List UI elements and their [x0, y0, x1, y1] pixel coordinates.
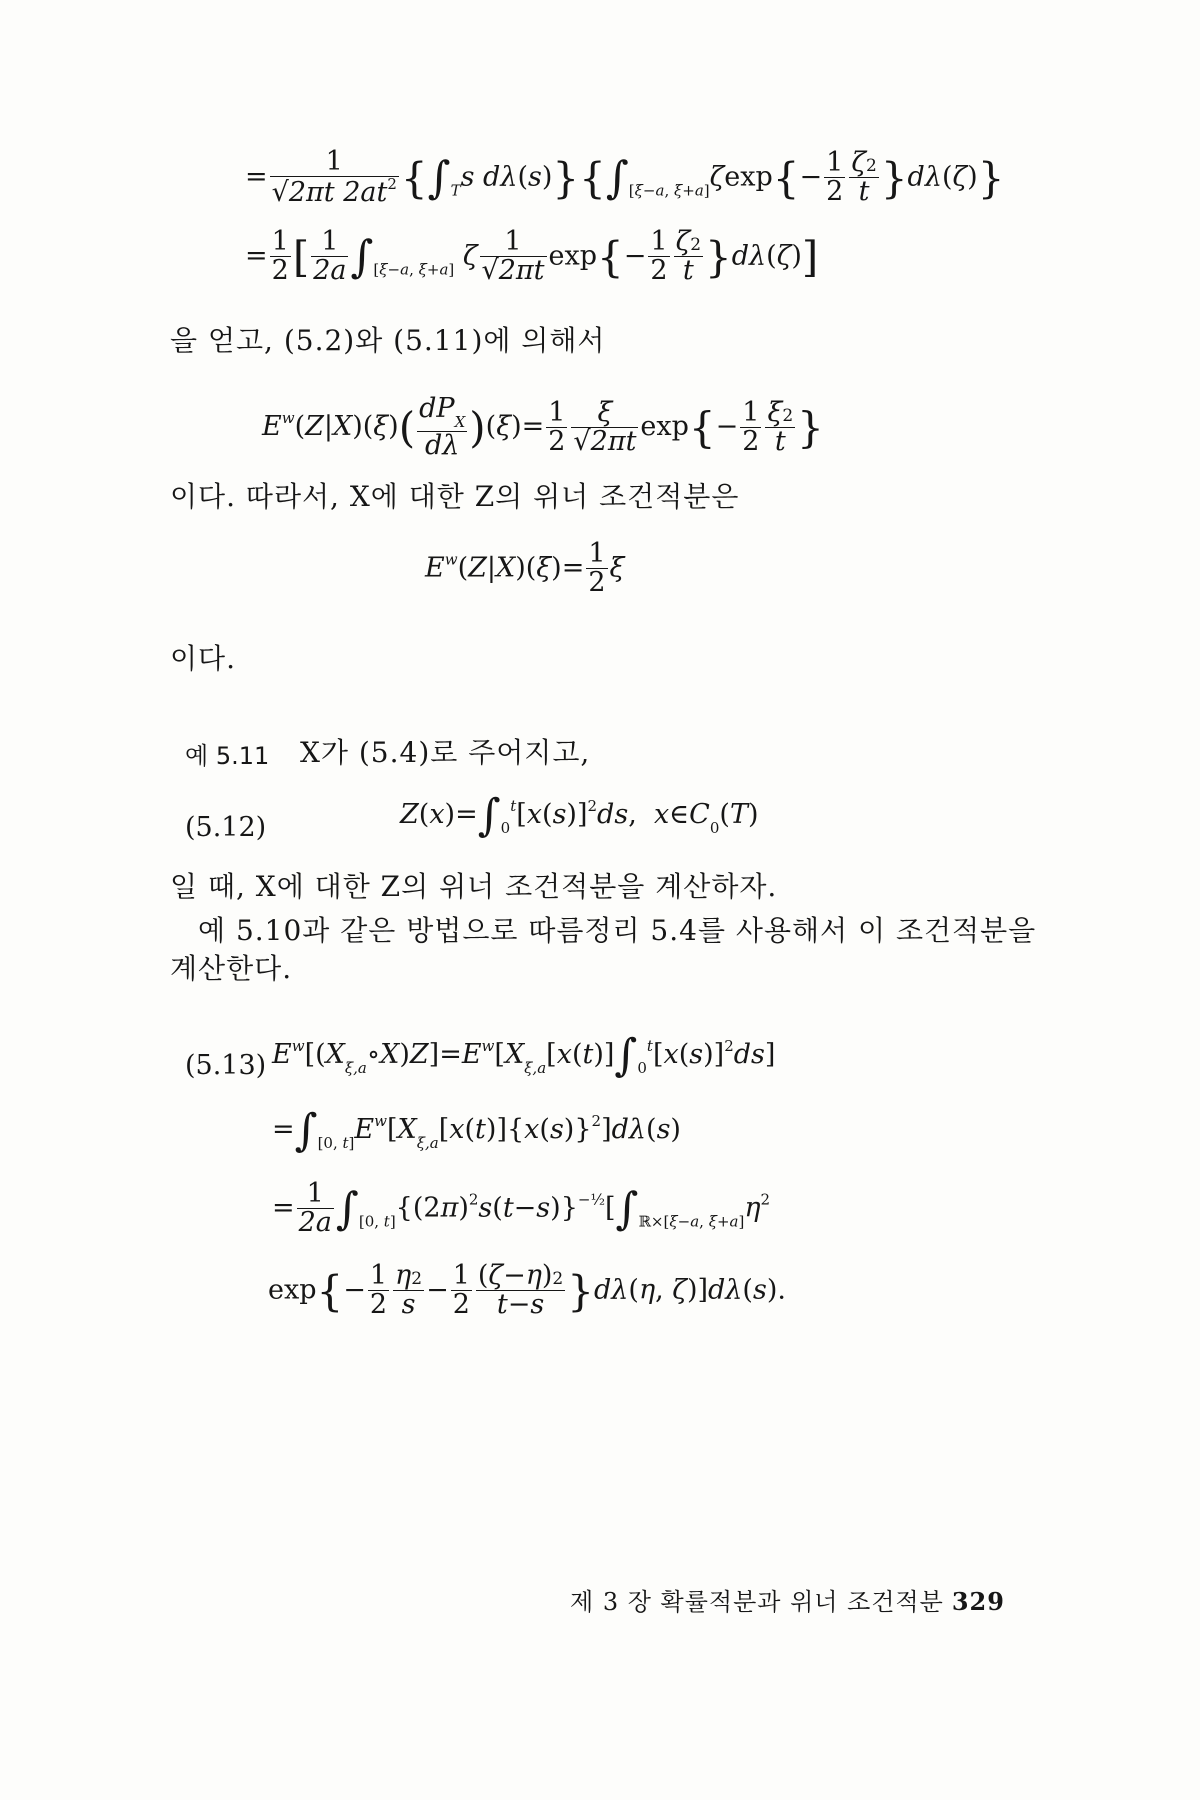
paragraph-4: 일 때, X에 대한 Z의 위너 조건적분을 계산하자.: [170, 870, 778, 903]
paragraph-3: 이다.: [170, 642, 236, 675]
example-label: 예 5.11: [185, 742, 270, 770]
equation-result: $E^w(Z|X)(\xi)=$ $\frac{1}{2}$ ξ: [425, 538, 625, 599]
page-footer: [570, 1582, 1005, 1617]
equation-number-5-12: (5.12): [185, 812, 267, 843]
equation-5-13-line-1: $E^w[(X_{\xi,a}\circ X)Z]=E^w[X_{\xi,a}[x(t)]\int_0^t[x(s)]^2ds]$: [272, 1030, 776, 1081]
equation-number-5-13: (5.13): [185, 1050, 267, 1081]
equation-5-13-line-2: $=\int_{[0, t]}E^w[X_{\xi,a}[x(t)]\{x(s)\}^2]d\lambda(s)$: [272, 1105, 681, 1156]
page-number: 329: [951, 1587, 1005, 1616]
example-intro: X가 (5.4)로 주어지고,: [300, 736, 591, 769]
equation-5-13-line-4: exp{− $\frac{1}{2}$ $\frac{\eta 2}{s}$ − $\frac{1}{2}$ $\frac{(\zeta-\eta)2}{t-s}$ }dλ(η, ζ)]dλ(s).: [268, 1260, 786, 1321]
equation-line-1: = $\frac{1}{√2\pi t 2at^2}$ {$\int_Ts$ $d\lambda(s)\}\{\int_{[\xi-a, \xi+a]}\zeta\exp\{-$ $\frac{1}{2}$ $\frac{\zeta 2}{t}$ }dλ(ζ)}: [245, 146, 1005, 209]
equation-line-2: = $\frac{1}{2}$ [ $\frac{1}{2a}$ $\int_{[\xi-a, \xi+a]}$ ζ $\frac{1}{√2\pi t}$ exp{− $\frac{1}{2}$ $\frac{\zeta 2}{t}$ }dλ(ζ)]: [245, 226, 819, 287]
paragraph-5: 예 5.10과 같은 방법으로 따름정리 5.4를 사용해서 이 조건적분을 계산한다.: [170, 914, 1037, 985]
equation-5-12: $Z(x)=\int_0^t[x(s)]^2ds$, $x\in C_0(T)$: [400, 790, 759, 841]
equation-line-3: $E^w(Z|X)(\xi)$( $\frac{dP_X}{d\lambda}$ )(ξ)= $\frac{1}{2}$ $\frac{\xi}{√2\pi t}$ exp{− $\frac{1}{2}$ $\frac{\xi 2}{t}$ }: [262, 393, 824, 461]
equation-5-13-line-3: = $\frac{1}{2a}$ $\int_{[0, t]}\{(2\pi)^2s(t-s)\}^{-\frac{1}{2}}[\int_{ℝ\times[\xi-a, \xi+a]}\eta^2$: [272, 1178, 771, 1239]
paragraph-2: 이다. 따라서, X에 대한 Z의 위너 조건적분은: [170, 480, 740, 513]
chapter-title: 제 3 장 확률적분과 위너 조건적분: [570, 1588, 944, 1616]
paragraph-1: 을 얻고, (5.2)와 (5.11)에 의해서: [170, 324, 606, 357]
